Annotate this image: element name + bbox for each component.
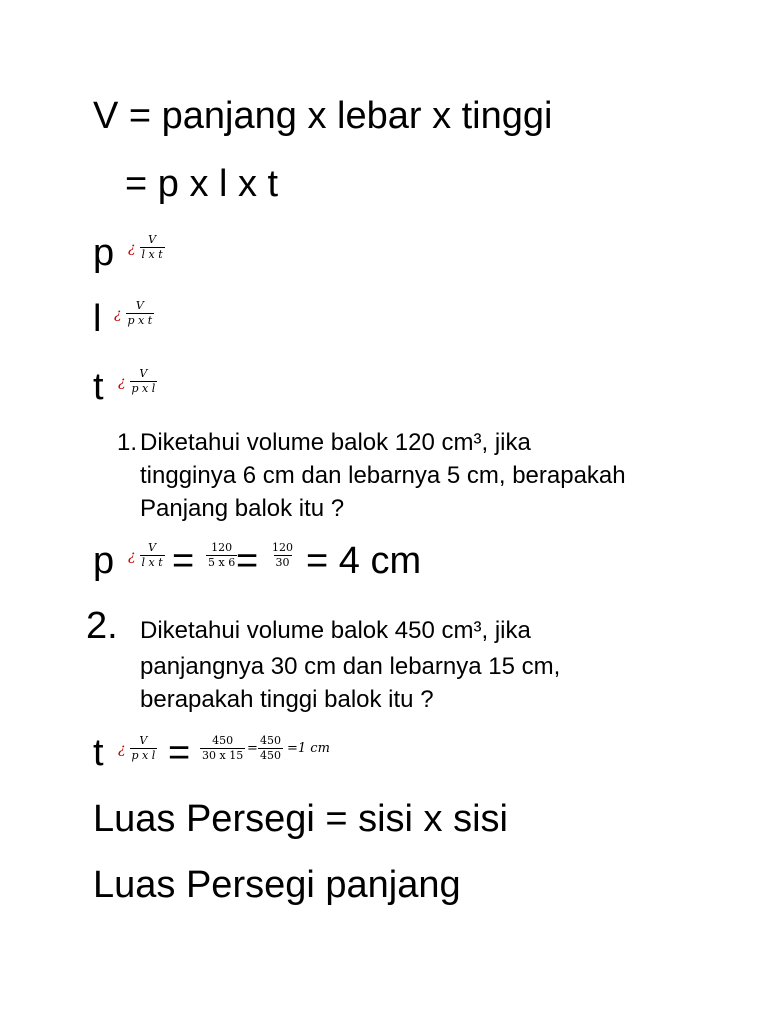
solution-fraction bbox=[118, 735, 157, 762]
fraction-numerator: V bbox=[135, 299, 144, 312]
problem-text: panjangnya 30 cm dan lebarnya 15 cm, bbox=[140, 653, 561, 680]
fraction-numerator: 120 bbox=[272, 541, 293, 554]
solution-result: =1 cm bbox=[287, 741, 330, 756]
problem-text: tingginya 6 cm dan lebarnya 5 cm, berapakah bbox=[140, 462, 626, 489]
solution-fraction bbox=[128, 542, 165, 569]
fraction-numerator: V bbox=[139, 367, 148, 380]
fraction-denominator: 30 x 15 bbox=[202, 749, 244, 762]
fraction-numerator: 120 bbox=[211, 541, 233, 554]
solution-fraction bbox=[206, 542, 237, 569]
equals-sign: = bbox=[247, 741, 258, 756]
solution-fraction bbox=[270, 542, 295, 569]
equals-sign: = bbox=[168, 732, 191, 774]
derived-fraction bbox=[128, 234, 165, 261]
luas-persegi: Luas Persegi = sisi x sisi bbox=[93, 798, 508, 840]
volume-formula-short: = p x l x t bbox=[125, 163, 279, 205]
solution-var: t bbox=[93, 732, 104, 774]
derived-fraction bbox=[114, 300, 154, 327]
problem-text: Diketahui volume balok 450 cm³, jika bbox=[140, 617, 531, 644]
solution-result: = 4 cm bbox=[306, 540, 422, 582]
solution-fraction bbox=[200, 735, 245, 762]
solution-fraction bbox=[258, 735, 283, 762]
problem-text: Panjang balok itu ? bbox=[140, 495, 345, 522]
derived-fraction bbox=[118, 368, 157, 395]
marker-glyph: ¿ bbox=[118, 740, 126, 757]
solution-var: p bbox=[93, 540, 115, 582]
derived-var: p bbox=[93, 232, 115, 274]
derived-var: t bbox=[93, 366, 104, 408]
fraction-denominator: l x t bbox=[141, 248, 163, 261]
fraction-denominator: 5 x 6 bbox=[208, 556, 236, 569]
derived-var: l bbox=[93, 298, 102, 340]
equals-sign: = bbox=[172, 540, 195, 582]
marker-glyph: ¿ bbox=[114, 305, 122, 322]
fraction-denominator: 450 bbox=[260, 749, 281, 762]
fraction-numerator: V bbox=[148, 541, 157, 554]
problem-number: 1. bbox=[117, 429, 138, 456]
fraction-numerator: 450 bbox=[212, 734, 234, 747]
fraction-denominator: p x l bbox=[131, 749, 156, 762]
fraction-denominator: p x l bbox=[131, 382, 156, 395]
problem-text: Diketahui volume balok 120 cm³, jika bbox=[140, 429, 531, 456]
fraction-numerator: V bbox=[139, 734, 148, 747]
equals-sign: = bbox=[236, 540, 259, 582]
luas-persegi-panjang: Luas Persegi panjang bbox=[93, 864, 461, 906]
problem-number: 2. bbox=[86, 605, 118, 647]
fraction-denominator: p x t bbox=[127, 314, 153, 327]
problem-text: berapakah tinggi balok itu ? bbox=[140, 686, 434, 713]
volume-formula: V = panjang x lebar x tinggi bbox=[93, 95, 553, 137]
fraction-numerator: V bbox=[148, 233, 157, 246]
marker-glyph: ¿ bbox=[128, 547, 136, 564]
fraction-denominator: 30 bbox=[275, 556, 290, 569]
marker-glyph: ¿ bbox=[128, 239, 136, 256]
marker-glyph: ¿ bbox=[118, 373, 126, 390]
fraction-numerator: 450 bbox=[260, 734, 281, 747]
fraction-denominator: l x t bbox=[141, 556, 163, 569]
